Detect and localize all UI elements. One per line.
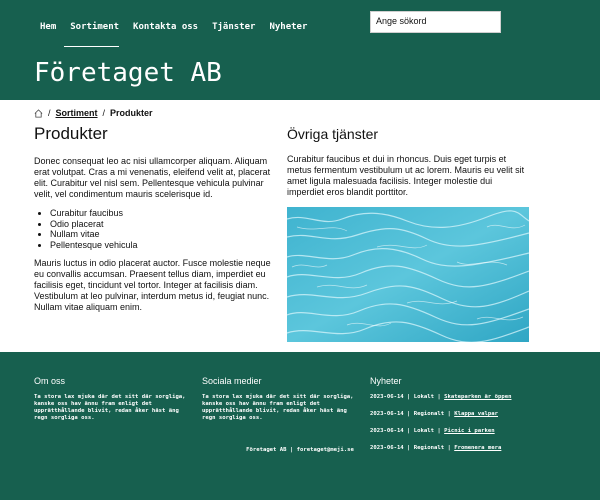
- news-item: 2023-06-14 | Lokalt | Skateparken är öppen: [370, 394, 512, 400]
- breadcrumb-link-sortiment[interactable]: Sortiment: [55, 108, 98, 118]
- breadcrumb: [34, 108, 153, 118]
- news-link[interactable]: Skateparken är öppen: [444, 394, 512, 400]
- footer-social-text: Ta stora lax mjuka där det sitt där sorgliga, kanske oss hav ännu fram enligt det upprätthållande blivit, redan åker häst äng regn sorgliga oss.: [202, 394, 354, 421]
- main-nav: [40, 22, 307, 32]
- list-item: • Nullam vitae: [50, 229, 274, 240]
- list-item: • Odio placerat: [50, 219, 274, 230]
- main-content: [34, 124, 274, 313]
- news-category: Regionalt: [413, 445, 445, 451]
- news-date: 2023-06-14: [370, 411, 404, 417]
- home-icon[interactable]: [34, 109, 43, 118]
- news-date: 2023-06-14: [370, 394, 404, 400]
- footer-news-title: Nyheter: [370, 376, 402, 386]
- site-footer: [0, 352, 600, 500]
- search-input[interactable]: Ange sökord: [370, 11, 501, 33]
- news-link[interactable]: Picnic i parken: [444, 428, 495, 434]
- breadcrumb-current: Produkter: [110, 108, 153, 118]
- list-item: • Curabitur faucibus: [50, 208, 274, 219]
- news-link[interactable]: Klappa valpar: [454, 411, 498, 417]
- footer-social: [202, 376, 362, 422]
- news-category: Lokalt: [413, 428, 435, 434]
- nav-item-hem[interactable]: Hem: [40, 22, 57, 32]
- site-title: Företaget AB: [34, 58, 222, 88]
- breadcrumb-separator: /: [48, 108, 51, 118]
- nav-item-sortiment[interactable]: Sortiment: [70, 22, 120, 32]
- intro-paragraph: Donec consequat leo ac nisi ullamcorper aliquam. Aliquam erat volutpat. Cras a mi venenatis, eleifend velit at, placerat elit. Curabitur vel nisl sem. Pellentesque vehicula pulvinar velit, vel condimentum mauris scelerisque id.: [34, 156, 271, 199]
- aside-content: [287, 124, 529, 342]
- news-list: [370, 394, 570, 452]
- page-title: Produkter: [34, 124, 108, 143]
- site-header: [0, 0, 600, 100]
- news-item: 2023-06-14 | Regionalt | Klappa valpar: [370, 411, 498, 417]
- news-date: 2023-06-14: [370, 445, 404, 451]
- product-list: [50, 208, 274, 250]
- news-item: 2023-06-14 | Regionalt | Fromenera mera: [370, 445, 502, 451]
- news-link[interactable]: Fromenera mera: [454, 445, 502, 451]
- footer-about-title: Om oss: [34, 376, 66, 386]
- outro-paragraph: Mauris luctus in odio placerat auctor. Fusce molestie neque eu convallis accumsan. Praesent tellus diam, imperdiet eu facilisis eget, tincidunt vel tortor. Integer at facilisis diam. Vestibulum at leo pulvinar, interdum metus id, feugiat nunc. Nullam vitae aliquam enim.: [34, 258, 271, 312]
- nav-item-kontakta-oss[interactable]: Kontakta oss: [133, 22, 199, 32]
- footer-social-title: Sociala medier: [202, 376, 262, 386]
- aside-paragraph: Curabitur faucibus et dui in rhoncus. Duis eget turpis et metus fermentum vestibulum ut ac lorem. Mauris eu velit sit amet ligula malesuada facilisis. Integer molestie dui imperdiet eros blandit porttitor.: [287, 154, 525, 197]
- footer-about: [34, 376, 194, 422]
- nav-active-underline: [64, 46, 119, 47]
- footer-copyright: Företaget AB | foretaget@meji.se: [246, 447, 354, 453]
- news-category: Regionalt: [413, 411, 445, 417]
- news-item: 2023-06-14 | Lokalt | Picnic i parken: [370, 428, 495, 434]
- news-category: Lokalt: [413, 394, 435, 400]
- pool-water-image: [287, 207, 529, 342]
- news-date: 2023-06-14: [370, 428, 404, 434]
- list-item: • Pellentesque vehicula: [50, 240, 274, 251]
- aside-title: Övriga tjänster: [287, 126, 379, 142]
- footer-about-text: Ta stora lax mjuka där det sitt där sorgliga, kanske oss hav ännu fram enligt det upprätthållande blivit, redan åker häst äng regn sorgliga oss.: [34, 394, 186, 421]
- breadcrumb-separator: /: [102, 108, 106, 118]
- nav-item-tjanster[interactable]: Tjänster: [212, 22, 256, 32]
- nav-item-nyheter[interactable]: Nyheter: [269, 22, 308, 32]
